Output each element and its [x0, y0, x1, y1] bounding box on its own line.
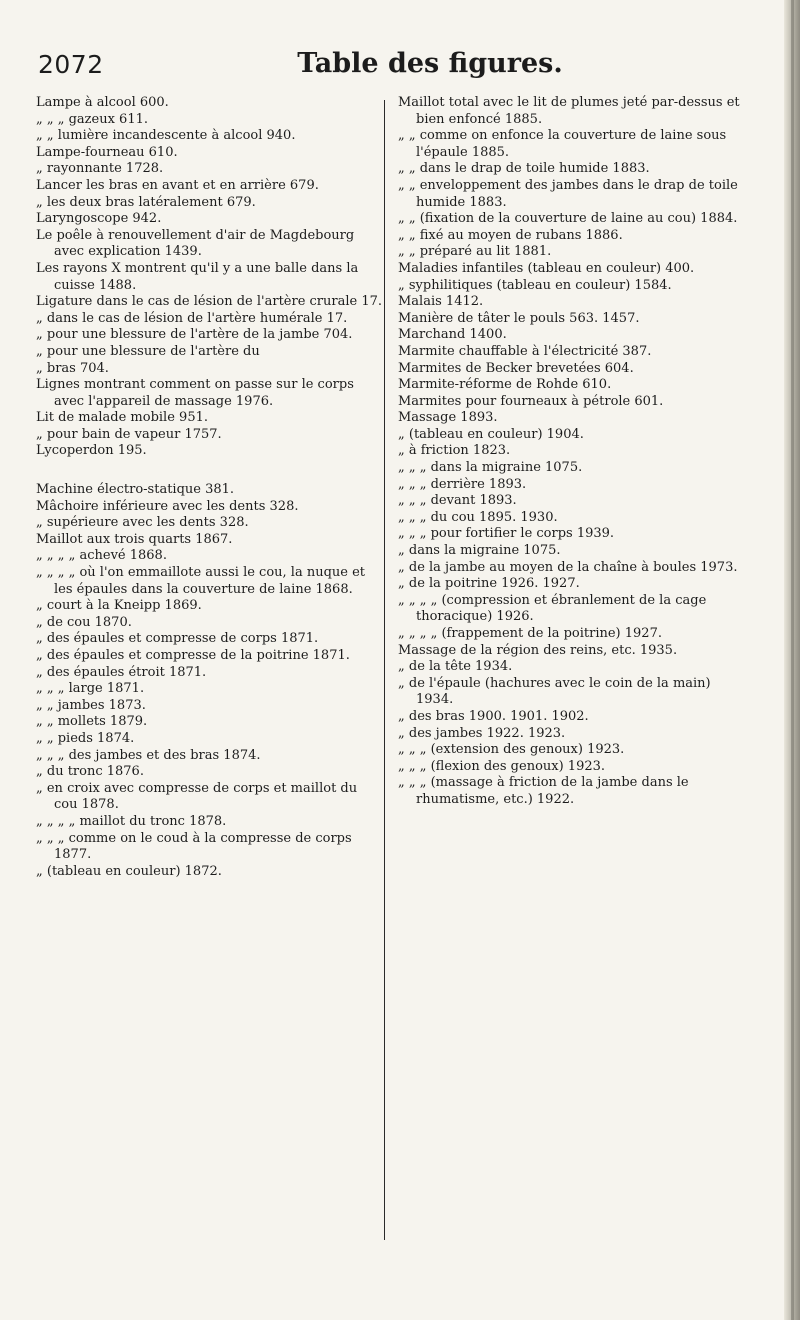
index-entry: „ „ pieds 1874.	[36, 730, 135, 746]
index-entry: „ „ mollets 1879.	[36, 714, 148, 730]
index-entry: Les rayons X montrent qu'il y a une balle dans la cuisse 1488.	[36, 260, 359, 293]
index-entry: Marmites pour fourneaux à pétrole 601.	[398, 393, 664, 409]
index-column-left	[36, 95, 384, 880]
index-entry: „ „ „ „ (frappement de la poitrine) 1927.	[398, 626, 662, 641]
page-edge-line	[791, 0, 794, 1320]
index-entry: „ „ „ „ (compression et ébranlement de la cage thoracique) 1926.	[398, 592, 707, 625]
index-entry: „ supérieure avec les dents 328.	[36, 515, 249, 531]
index-entry: „ „ „ derrière 1893.	[398, 476, 527, 492]
index-entry: Marmites de Becker brevetées 604.	[398, 360, 634, 376]
index-entry: „ „ „ (extension des genoux) 1923.	[398, 742, 625, 758]
index-entry: „ (tableau en couleur) 1872.	[36, 863, 222, 879]
page-title: Table des figures.	[297, 48, 563, 79]
index-entry: „ des jambes 1922. 1923.	[398, 725, 566, 741]
index-entry: Lycoperdon 195.	[36, 443, 147, 459]
page-number: 2072	[38, 50, 104, 79]
index-entry: „ à friction 1823.	[398, 443, 511, 459]
index-entry: Malais 1412.	[398, 294, 484, 310]
index-column-right	[398, 95, 750, 809]
index-entry: „ „ „ du cou 1895. 1930.	[398, 509, 558, 525]
index-entry: „ „ jambes 1873.	[36, 697, 146, 713]
index-entry: „ de cou 1870.	[36, 614, 132, 630]
index-entry: Maillot aux trois quarts 1867.	[36, 531, 233, 547]
index-entry: „ de l'épaule (hachures avec le coin de la main) 1934.	[398, 675, 711, 708]
index-entry: Maillot total avec le lit de plumes jeté par-dessus et bien enfoncé 1885.	[398, 95, 740, 127]
index-entry: „ „ (fixation de la couverture de laine au cou) 1884.	[398, 211, 738, 227]
index-entry: Massage de la région des reins, etc. 1935.	[398, 642, 678, 658]
index-entry: Le poêle à renouvellement d'air de Magdebourg avec explication 1439.	[36, 227, 355, 260]
index-entry: Lancer les bras en avant et en arrière 679.	[36, 177, 319, 193]
index-entry: „ dans la migraine 1075.	[398, 543, 561, 559]
index-entry: „ „ „ (massage à friction de la jambe dans le rhumatisme, etc.) 1922.	[398, 775, 689, 807]
index-entry: „ de la tête 1934.	[398, 659, 513, 675]
index-entry: Lampe à alcool 600.	[36, 95, 169, 110]
index-entry: Lit de malade mobile 951.	[36, 410, 208, 426]
index-entry: „ „ „ „ maillot du tronc 1878.	[36, 813, 227, 829]
index-entry: Manière de tâter le pouls 563. 1457.	[398, 310, 640, 326]
index-entry: Marchand 1400.	[398, 327, 507, 343]
index-entry: Lignes montrant comment on passe sur le corps avec l'appareil de massage 1976.	[36, 377, 354, 409]
index-entry: „ „ comme on enfonce la couverture de laine sous l'épaule 1885.	[398, 128, 727, 160]
index-entry: Ligature dans le cas de lésion de l'artère crurale 17.	[36, 294, 383, 310]
index-entry: „ pour une blessure de l'artère de la jambe 704.	[36, 327, 353, 343]
index-entry: Massage 1893.	[398, 410, 498, 426]
index-entry: „ „ „ des jambes et des bras 1874.	[36, 747, 261, 763]
index-entry: „ „ „ large 1871.	[36, 681, 145, 697]
index-entry: „ les deux bras latéralement 679.	[36, 194, 256, 210]
index-entry: Mâchoire inférieure avec les dents 328.	[36, 498, 299, 514]
index-entry: „ „ „ comme on le coud à la compresse de corps 1877.	[36, 830, 352, 863]
index-entry: „ dans le cas de lésion de l'artère humérale 17.	[36, 310, 348, 326]
index-entry: „ (tableau en couleur) 1904.	[398, 426, 584, 442]
index-entry: „ pour une blessure de l'artère du	[36, 343, 260, 359]
index-entry: „ court à la Kneipp 1869.	[36, 598, 202, 614]
index-entry: „ de la jambe au moyen de la chaîne à boules 1973.	[398, 559, 738, 575]
index-entry: „ de la poitrine 1926. 1927.	[398, 576, 580, 592]
index-entry: Marmite-réforme de Rohde 610.	[398, 377, 612, 393]
index-entry: „ du tronc 1876.	[36, 764, 144, 780]
index-entry: Maladies infantiles (tableau en couleur) 400.	[398, 260, 695, 276]
column-divider	[384, 100, 385, 1240]
index-entry: Marmite chauffable à l'électricité 387.	[398, 343, 652, 359]
index-entry: „ rayonnante 1728.	[36, 161, 164, 177]
index-entry: „ des épaules et compresse de corps 1871.	[36, 631, 319, 647]
index-entry: Laryngoscope 942.	[36, 211, 162, 227]
index-entry: „ „ „ pour fortifier le corps 1939.	[398, 526, 615, 542]
index-entry: Machine électro-statique 381.	[36, 482, 235, 498]
index-entry: „ „ dans le drap de toile humide 1883.	[398, 161, 650, 177]
index-entry: „ en croix avec compresse de corps et maillot du cou 1878.	[36, 780, 358, 813]
index-entry: „ „ fixé au moyen de rubans 1886.	[398, 227, 623, 243]
index-entry: „ „ „ „ achevé 1868.	[36, 548, 167, 564]
index-entry: Lampe-fourneau 610.	[36, 144, 178, 160]
index-entry: „ „ „ devant 1893.	[398, 493, 517, 509]
index-entry: „ „ lumière incandescente à alcool 940.	[36, 128, 296, 144]
index-entry: „ des bras 1900. 1901. 1902.	[398, 708, 589, 724]
page-header	[0, 0, 800, 110]
index-entry: „ „ „ dans la migraine 1075.	[398, 460, 583, 476]
index-entry: „ syphilitiques (tableau en couleur) 1584.	[398, 277, 672, 293]
index-entry: „ „ „ (flexion des genoux) 1923.	[398, 758, 606, 774]
index-entry: „ des épaules et compresse de la poitrine 1871.	[36, 648, 350, 663]
index-entry: „ „ „ „ où l'on emmaillote aussi le cou, la nuque et les épaules dans la couverture de laine 1868.	[36, 565, 366, 597]
index-entry: „ „ „ gazeux 611.	[36, 111, 148, 127]
index-entry: „ bras 704.	[36, 360, 109, 376]
index-entry: „ „ enveloppement des jambes dans le drap de toile humide 1883.	[398, 177, 738, 210]
index-entry: „ pour bain de vapeur 1757.	[36, 426, 222, 442]
index-entry: „ „ préparé au lit 1881.	[398, 244, 552, 260]
index-entry: „ des épaules étroit 1871.	[36, 664, 207, 680]
